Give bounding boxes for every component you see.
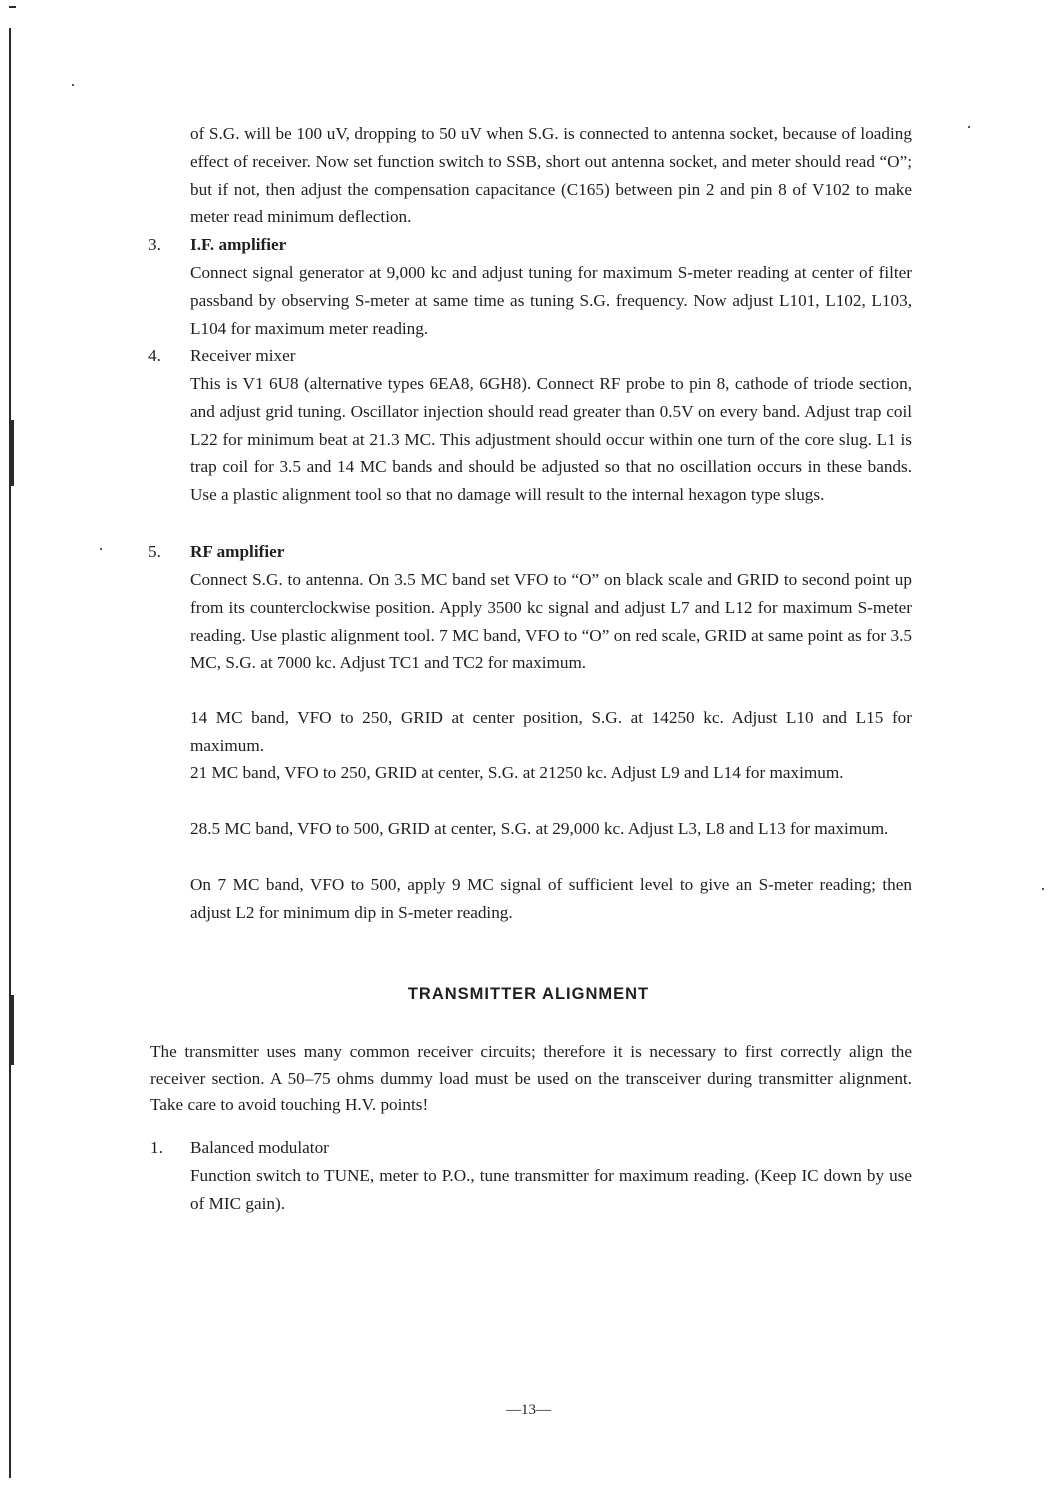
scan-margin-mark: [10, 995, 14, 1065]
step-paragraph: Connect signal generator at 9,000 kc and adjust tuning for maximum S-meter reading at center of filter passband by observing S-meter at same time as tuning S.G. frequency. Now adjust L101, L102, L103, L104 for maximum meter reading.: [190, 263, 912, 338]
step-paragraph: Function switch to TUNE, meter to P.O., tune transmitter for maximum reading. (Keep IC down by use of MIC gain).: [190, 1166, 912, 1213]
step-paragraph: 28.5 MC band, VFO to 500, GRID at center, S.G. at 29,000 kc. Adjust L3, L8 and L13 for maximum.: [190, 819, 889, 838]
scan-speck: [100, 548, 102, 550]
section-intro: The transmitter uses many common receiver circuits; therefore it is necessary to first correctly align the receiver section. A 50–75 ohms dummy load must be used on the transceiver during transmitter alignment. Take care to avoid touching H.V. points!: [150, 1042, 912, 1114]
intro-paragraph: of S.G. will be 100 uV, dropping to 50 uV when S.G. is connected to antenna socket, because of loading effect of receiver. Now set function switch to SSB, short out antenna socket, and meter should read “O”; but if not, then adjust the compensation capacitance (C165) between pin 2 and pin 8 of V102 to make meter read minimum deflection.: [190, 124, 912, 227]
page-number: —13—: [506, 1402, 551, 1418]
step-heading: Balanced modulator: [190, 1138, 329, 1157]
step-number: 3.: [148, 235, 161, 254]
scan-edge-line: [9, 28, 11, 1478]
step-number: 5.: [148, 542, 161, 561]
step-paragraph: Connect S.G. to antenna. On 3.5 MC band set VFO to “O” on black scale and GRID to second point up from its counterclockwise position. Apply 3500 kc signal and adjust L7 and L12 for maximum S-meter reading. Use plastic alignment tool. 7 MC band, VFO to “O” on red scale, GRID at same point as for 3.5 MC, S.G. at 7000 kc. Adjust TC1 and TC2 for maximum.: [190, 570, 912, 673]
scan-speck: [72, 84, 74, 86]
step-paragraph: This is V1 6U8 (alternative types 6EA8, 6GH8). Connect RF probe to pin 8, cathode of triode section, and adjust grid tuning. Oscillator injection should read greater than 0.5V on every band. Adjust trap coil L22 for minimum beat at 21.3 MC. This adjustment should occur within one turn of the core slug. L1 is trap coil for 3.5 and 14 MC bands and should be adjusted so that no oscillation occurs in these bands. Use a plastic alignment tool so that no damage will result to the internal hexagon type slugs.: [190, 374, 912, 505]
scan-speck: [1042, 888, 1044, 890]
scan-speck: [968, 126, 970, 128]
step-number: 4.: [148, 346, 161, 365]
step-heading: RF amplifier: [190, 542, 285, 561]
scan-edge-mark: [9, 6, 16, 8]
step-paragraph: 21 MC band, VFO to 250, GRID at center, S.G. at 21250 kc. Adjust L9 and L14 for maximum.: [190, 763, 844, 782]
step-paragraph: On 7 MC band, VFO to 500, apply 9 MC signal of sufficient level to give an S-meter reading; then adjust L2 for minimum dip in S-meter reading.: [190, 875, 912, 922]
step-heading: Receiver mixer: [190, 346, 296, 365]
section-title: TRANSMITTER ALIGNMENT: [407, 985, 650, 1003]
scan-margin-mark: [10, 420, 14, 486]
step-number: 1.: [150, 1138, 163, 1157]
step-paragraph: 14 MC band, VFO to 250, GRID at center position, S.G. at 14250 kc. Adjust L10 and L15 for maximum.: [190, 708, 912, 755]
step-heading: I.F. amplifier: [190, 235, 287, 254]
